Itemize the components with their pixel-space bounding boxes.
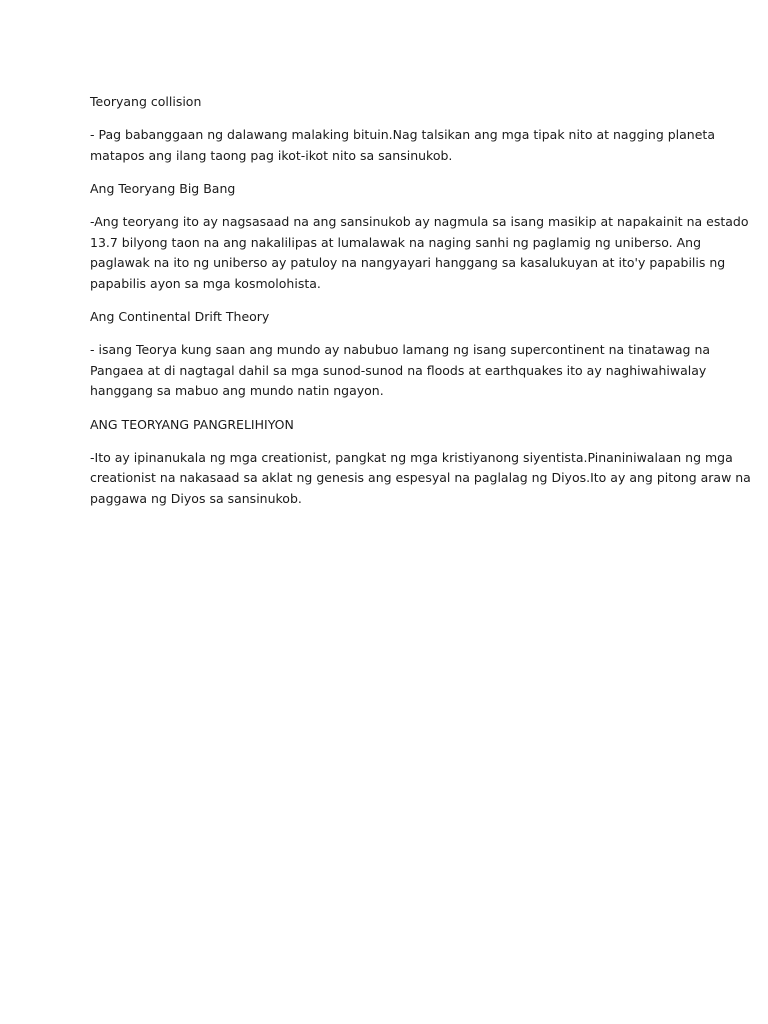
paragraph-line: - Pag babanggaan ng dalawang malaking bituin.Nag talsikan ang mga tipak nito at nagging planeta (90, 127, 715, 142)
section-heading-collision: Teoryang collision (90, 94, 202, 109)
section-heading-continental-drift: Ang Continental Drift Theory (90, 309, 270, 324)
paragraph-line: creationist na nakasaad sa aklat ng genesis ang espesyal na paglalag ng Diyos.Ito ay ang pitong araw na (90, 470, 751, 485)
paragraph-line: -Ang teoryang ito ay nagsasaad na ang sansinukob ay nagmula sa isang masikip at napakainit na estado (90, 214, 749, 229)
paragraph-line: paglawak na ito ng uniberso ay patuloy na nangyayari hanggang sa kasalukuyan at ito'y papabilis ng (90, 255, 726, 270)
paragraph-line: 13.7 bilyong taon na ang nakalilipas at lumalawak na naging sanhi ng paglamig ng uniberso. Ang (90, 234, 702, 250)
paragraph-line: papabilis ayon sa mga kosmolohista. (90, 275, 321, 291)
section-paragraph-continental-drift (90, 340, 711, 402)
section-paragraph-pangrelihiyon (90, 448, 751, 510)
paragraph-line: - isang Teorya kung saan ang mundo ay nabubuo lamang ng isang supercontinent na tinatawag na (90, 342, 711, 357)
paragraph-line: -Ito ay ipinanukala ng mga creationist, pangkat ng mga kristiyanong siyentista.Pinaniniwalaan ng mga (90, 449, 733, 465)
section-paragraph-big-bang (90, 212, 749, 294)
section-paragraph-collision (90, 125, 715, 166)
paragraph-line: Pangaea at di nagtagal dahil sa mga sunod-sunod na floods at earthquakes ito ay naghiwahiwalay (90, 362, 707, 378)
section-heading-pangrelihiyon: ANG TEORYANG PANGRELIHIYON (90, 416, 294, 432)
paragraph-line: matapos ang ilang taong pag ikot-ikot nito sa sansinukob. (90, 147, 453, 163)
paragraph-line: paggawa ng Diyos sa sansinukob. (90, 490, 302, 506)
paragraph-line: hanggang sa mabuo ang mundo natin ngayon. (90, 383, 384, 398)
document-body (90, 92, 751, 522)
section-heading-big-bang: Ang Teoryang Big Bang (90, 181, 236, 196)
